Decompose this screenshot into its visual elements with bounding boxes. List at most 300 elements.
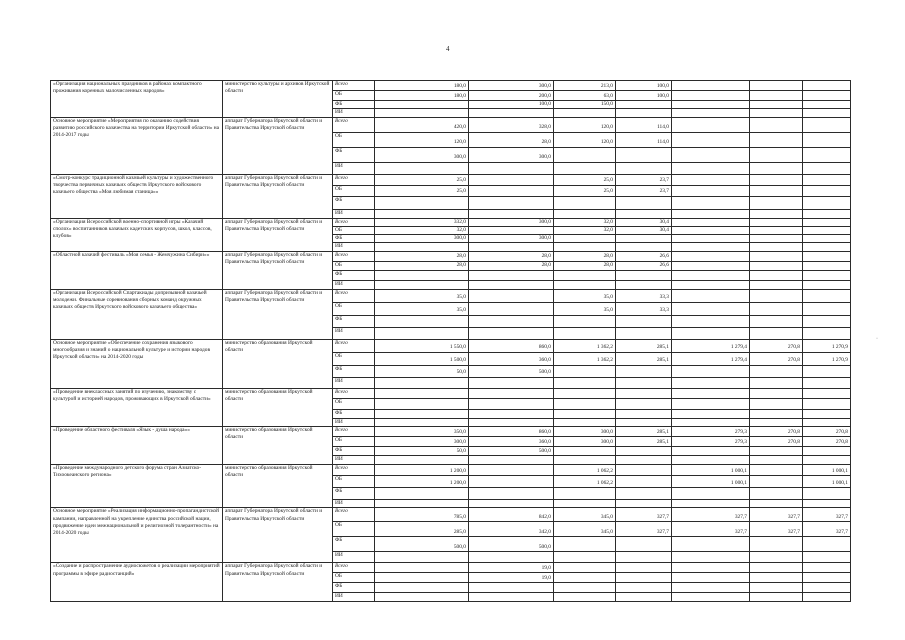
activity-name-cell: Основное мероприятие «Реализация информационно-пропагандистской кампании, направленной на укрепление единства российской нации, продвижение идеи межнациональной и религиозной толерантности» на 2014-2020 годы (51, 508, 223, 563)
executor-cell: аппарат Губернатора Иркутской области и Правительства Иркутской области (223, 563, 333, 602)
amount-cell (616, 377, 672, 388)
table-row (51, 388, 851, 398)
funding-source-cell: ИИ (333, 552, 375, 563)
amount-cell: 342,0 (469, 522, 554, 537)
amount-cell (469, 196, 554, 209)
amount-cell (803, 302, 851, 315)
amount-cell (672, 261, 750, 270)
amount-cell (750, 81, 803, 91)
amount-cell (803, 101, 851, 109)
amount-cell (750, 261, 803, 270)
amount-cell: 28,0 (554, 251, 616, 261)
amount-cell (469, 398, 554, 409)
amount-cell (750, 583, 803, 593)
amount-cell: 180,0 (375, 91, 469, 101)
table-row (51, 117, 851, 132)
amount-cell: 32,0 (375, 226, 469, 234)
amount-cell (469, 388, 554, 398)
amount-cell (469, 162, 554, 174)
amount-cell (469, 243, 554, 251)
amount-cell (672, 488, 750, 500)
activity-name-cell: «Проведение областного фестиваля «Язык - душа народа»» (51, 427, 223, 465)
amount-cell: 150,0 (554, 101, 616, 109)
amount-cell: 1 279,4 (672, 352, 750, 365)
funding-source-cell: Всего (333, 174, 375, 185)
funding-source-cell: ФБ (333, 365, 375, 377)
amount-cell (750, 500, 803, 508)
amount-cell (375, 418, 469, 426)
amount-cell: 345,0 (554, 508, 616, 522)
amount-cell (750, 593, 803, 602)
amount-cell (803, 552, 851, 563)
amount-cell (750, 488, 803, 500)
executor-cell: министерство культуры и архивов Иркутской области (223, 81, 333, 118)
amount-cell (554, 280, 616, 289)
funding-source-cell: ФБ (333, 315, 375, 327)
amount-cell (672, 251, 750, 261)
amount-cell (672, 218, 750, 226)
amount-cell (469, 552, 554, 563)
amount-cell (616, 488, 672, 500)
amount-cell: 120,0 (554, 117, 616, 132)
amount-cell: 327,7 (750, 508, 803, 522)
amount-cell (803, 174, 851, 185)
amount-cell (554, 409, 616, 418)
amount-cell (750, 280, 803, 289)
activity-name-cell: Основное мероприятие «Обеспечение сохранения языкового многообразия и знаний о национальной культуре и истории народов Иркутской области» на 2014-2020 годы (51, 339, 223, 388)
amount-cell: 300,0 (469, 235, 554, 243)
amount-cell (469, 476, 554, 488)
funding-source-cell: ОБ (333, 573, 375, 583)
amount-cell (672, 327, 750, 339)
amount-cell: 1 000,1 (803, 476, 851, 488)
amount-cell (803, 488, 851, 500)
table-row (51, 339, 851, 352)
amount-cell: 25,0 (554, 185, 616, 196)
amount-cell: 270,8 (750, 437, 803, 447)
amount-cell: 1 362,2 (554, 339, 616, 352)
amount-cell (672, 447, 750, 456)
amount-cell: 1 000,1 (672, 465, 750, 476)
amount-cell (375, 500, 469, 508)
amount-cell (616, 465, 672, 476)
amount-cell (672, 302, 750, 315)
amount-cell: 270,8 (750, 352, 803, 365)
amount-cell: 300,0 (554, 437, 616, 447)
amount-cell (803, 226, 851, 234)
amount-cell (554, 388, 616, 398)
amount-cell: 285,1 (616, 437, 672, 447)
amount-cell: 1 550,0 (375, 339, 469, 352)
amount-cell (554, 398, 616, 409)
funding-source-cell: ИИ (333, 327, 375, 339)
amount-cell (469, 500, 554, 508)
amount-cell: 300,0 (375, 437, 469, 447)
amount-cell (672, 132, 750, 147)
amount-cell (750, 209, 803, 218)
amount-cell (554, 243, 616, 251)
executor-cell: министерство образования Иркутской области (223, 388, 333, 426)
funding-source-cell: ФБ (333, 196, 375, 209)
amount-cell (554, 235, 616, 243)
amount-cell: 120,0 (375, 132, 469, 147)
amount-cell (616, 101, 672, 109)
amount-cell: 1 200,0 (375, 465, 469, 476)
funding-source-cell: ИИ (333, 456, 375, 465)
amount-cell (803, 418, 851, 426)
amount-cell (750, 109, 803, 117)
amount-cell (554, 500, 616, 508)
amount-cell (803, 270, 851, 280)
amount-cell: 345,0 (554, 522, 616, 537)
amount-cell: 350,0 (375, 427, 469, 437)
amount-cell: 420,0 (375, 117, 469, 132)
amount-cell (375, 488, 469, 500)
amount-cell (672, 226, 750, 234)
amount-cell (750, 243, 803, 251)
amount-cell (803, 456, 851, 465)
amount-cell (750, 289, 803, 302)
funding-source-cell: ИИ (333, 209, 375, 218)
amount-cell (750, 476, 803, 488)
funding-source-cell: ИИ (333, 162, 375, 174)
amount-cell (750, 537, 803, 552)
amount-cell (375, 270, 469, 280)
amount-cell: 19,0 (469, 573, 554, 583)
amount-cell: 1 000,1 (672, 476, 750, 488)
table-row (51, 563, 851, 573)
amount-cell (750, 196, 803, 209)
amount-cell (750, 377, 803, 388)
funding-source-cell: ФБ (333, 537, 375, 552)
amount-cell (672, 583, 750, 593)
activity-name-cell: Основное мероприятие «Мероприятия по оказанию содействия развитию российского казачества на территории Иркутской области» на 2014-2017 годы (51, 117, 223, 174)
funding-source-cell: ИИ (333, 418, 375, 426)
amount-cell (554, 583, 616, 593)
funding-source-cell: ФБ (333, 147, 375, 162)
amount-cell (375, 552, 469, 563)
funding-source-cell: Всего (333, 388, 375, 398)
amount-cell (616, 418, 672, 426)
amount-cell (803, 365, 851, 377)
amount-cell (469, 377, 554, 388)
amount-cell (616, 162, 672, 174)
amount-cell (469, 289, 554, 302)
amount-cell (750, 162, 803, 174)
funding-source-cell: ОБ (333, 132, 375, 147)
amount-cell (616, 270, 672, 280)
amount-cell: 33,3 (616, 302, 672, 315)
amount-cell: 1 062,2 (554, 465, 616, 476)
amount-cell (750, 327, 803, 339)
executor-cell: аппарат Губернатора Иркутской области и Правительства Иркутской области (223, 251, 333, 289)
amount-cell (616, 476, 672, 488)
amount-cell (672, 593, 750, 602)
amount-cell (469, 583, 554, 593)
amount-cell (750, 398, 803, 409)
amount-cell: 300,0 (375, 235, 469, 243)
amount-cell (803, 162, 851, 174)
amount-cell: 300,0 (469, 81, 554, 91)
funding-source-cell: ФБ (333, 583, 375, 593)
amount-cell: 285,1 (616, 427, 672, 437)
amount-cell (375, 583, 469, 593)
amount-cell (750, 218, 803, 226)
executor-cell: аппарат Губернатора Иркутской области и Правительства Иркутской области (223, 289, 333, 339)
amount-cell: 1 362,2 (554, 352, 616, 365)
amount-cell (554, 365, 616, 377)
amount-cell (803, 209, 851, 218)
activity-name-cell: «Проведение международного детского форума стран Азиатско-Тихоокеанского региона» (51, 465, 223, 508)
amount-cell: 500,0 (375, 537, 469, 552)
amount-cell: 300,0 (469, 147, 554, 162)
funding-source-cell: ИИ (333, 500, 375, 508)
amount-cell: 327,7 (616, 522, 672, 537)
amount-cell (469, 593, 554, 602)
funding-source-cell: ФБ (333, 409, 375, 418)
page-number: 4 (446, 45, 450, 53)
amount-cell: 500,0 (469, 447, 554, 456)
activity-name-cell: «Областной казачий фестиваль «Моя семья - Жемчужина Сибири»» (51, 251, 223, 289)
amount-cell (375, 377, 469, 388)
margin-mark: · (876, 336, 878, 342)
amount-cell (672, 209, 750, 218)
amount-cell: 35,0 (375, 302, 469, 315)
amount-cell (803, 109, 851, 117)
amount-cell (375, 593, 469, 602)
amount-cell (803, 398, 851, 409)
amount-cell (616, 327, 672, 339)
amount-cell (672, 315, 750, 327)
amount-cell: 300,0 (469, 218, 554, 226)
amount-cell (554, 196, 616, 209)
amount-cell: 1 062,2 (554, 476, 616, 488)
amount-cell (750, 573, 803, 583)
amount-cell (672, 388, 750, 398)
amount-cell: 1 500,0 (375, 352, 469, 365)
amount-cell (469, 488, 554, 500)
amount-cell: 500,0 (469, 365, 554, 377)
funding-source-cell: ОБ (333, 261, 375, 270)
amount-cell: 30,4 (616, 226, 672, 234)
funding-source-cell: ОБ (333, 352, 375, 365)
amount-cell: 180,0 (375, 81, 469, 91)
amount-cell: 332,0 (375, 218, 469, 226)
amount-cell (750, 418, 803, 426)
amount-cell (750, 388, 803, 398)
amount-cell (750, 147, 803, 162)
amount-cell (554, 447, 616, 456)
amount-cell: 1 200,0 (375, 476, 469, 488)
funding-source-cell: Всего (333, 251, 375, 261)
table-row (51, 174, 851, 185)
amount-cell (803, 327, 851, 339)
amount-cell (616, 209, 672, 218)
amount-cell (672, 109, 750, 117)
amount-cell (803, 289, 851, 302)
amount-cell: 33,3 (616, 289, 672, 302)
amount-cell (375, 196, 469, 209)
amount-cell (616, 280, 672, 289)
amount-cell (803, 117, 851, 132)
amount-cell (672, 196, 750, 209)
executor-cell: аппарат Губернатора Иркутской области и Правительства Иркутской области (223, 508, 333, 563)
activity-name-cell: «Смотр-конкурс традиционной казачьей культуры и художественного творчества первичных казачьих обществ Иркутского войскового казачьего общества «Моя любимая станица»» (51, 174, 223, 218)
funding-source-cell: Всего (333, 218, 375, 226)
amount-cell (672, 377, 750, 388)
amount-cell (750, 456, 803, 465)
amount-cell (469, 226, 554, 234)
amount-cell (616, 409, 672, 418)
amount-cell: 26,6 (616, 251, 672, 261)
funding-source-cell: ОБ (333, 91, 375, 101)
amount-cell: 285,1 (616, 339, 672, 352)
amount-cell (554, 327, 616, 339)
amount-cell (672, 563, 750, 573)
amount-cell (750, 365, 803, 377)
amount-cell (554, 270, 616, 280)
amount-cell: 200,0 (469, 91, 554, 101)
amount-cell (554, 147, 616, 162)
amount-cell: 23,7 (616, 174, 672, 185)
amount-cell (672, 174, 750, 185)
amount-cell: 100,0 (469, 101, 554, 109)
amount-cell (375, 398, 469, 409)
amount-cell (616, 147, 672, 162)
amount-cell (554, 563, 616, 573)
amount-cell (750, 235, 803, 243)
amount-cell (803, 261, 851, 270)
amount-cell (803, 377, 851, 388)
amount-cell (672, 280, 750, 289)
funding-source-cell: Всего (333, 508, 375, 522)
amount-cell (750, 302, 803, 315)
amount-cell (803, 315, 851, 327)
amount-cell: 25,0 (375, 185, 469, 196)
amount-cell: 50,0 (375, 365, 469, 377)
amount-cell (554, 456, 616, 465)
funding-source-cell: ОБ (333, 185, 375, 196)
amount-cell: 28,0 (375, 261, 469, 270)
amount-cell (803, 185, 851, 196)
amount-cell (803, 537, 851, 552)
amount-cell: 30,4 (616, 218, 672, 226)
executor-cell: министерство образования Иркутской области (223, 339, 333, 388)
amount-cell (750, 185, 803, 196)
executor-cell: министерство образования Иркутской области (223, 427, 333, 465)
amount-cell (616, 196, 672, 209)
amount-cell (469, 327, 554, 339)
funding-source-cell: ФБ (333, 270, 375, 280)
amount-cell (375, 109, 469, 117)
amount-cell (375, 162, 469, 174)
amount-cell (803, 409, 851, 418)
amount-cell: 1 279,4 (672, 339, 750, 352)
amount-cell (672, 117, 750, 132)
table-row (51, 218, 851, 226)
amount-cell (375, 209, 469, 218)
amount-cell (554, 488, 616, 500)
funding-source-cell: ИИ (333, 280, 375, 289)
amount-cell: 327,7 (803, 508, 851, 522)
executor-cell: аппарат Губернатора Иркутской области и Правительства Иркутской области (223, 174, 333, 218)
table-row (51, 81, 851, 91)
amount-cell: 500,0 (469, 537, 554, 552)
amount-cell (469, 270, 554, 280)
amount-cell (616, 315, 672, 327)
amount-cell (375, 280, 469, 289)
activity-name-cell: «Организация Всероссийской военно-спортивной игры «Казачий сполох» воспитанников казачьих кадетских корпусов, школ, классов, клубов» (51, 218, 223, 251)
amount-cell: 270,8 (803, 437, 851, 447)
amount-cell: 279,3 (672, 427, 750, 437)
amount-cell: 327,7 (616, 508, 672, 522)
executor-cell: аппарат Губернатора Иркутской области и Правительства Иркутской области (223, 218, 333, 251)
amount-cell: 270,8 (750, 339, 803, 352)
amount-cell (750, 447, 803, 456)
amount-cell: 25,0 (554, 174, 616, 185)
amount-cell (750, 174, 803, 185)
amount-cell (672, 81, 750, 91)
amount-cell: 28,0 (469, 251, 554, 261)
amount-cell (803, 196, 851, 209)
funding-source-cell: ИИ (333, 109, 375, 117)
funding-source-cell: Всего (333, 465, 375, 476)
amount-cell (672, 147, 750, 162)
table-row (51, 289, 851, 302)
amount-cell (375, 409, 469, 418)
amount-cell (469, 174, 554, 185)
amount-cell: 300,0 (375, 147, 469, 162)
amount-cell (375, 101, 469, 109)
amount-cell (616, 593, 672, 602)
amount-cell: 28,0 (469, 261, 554, 270)
funding-source-cell: Всего (333, 339, 375, 352)
amount-cell (554, 573, 616, 583)
amount-cell: 300,0 (554, 427, 616, 437)
amount-cell (554, 109, 616, 117)
amount-cell (672, 409, 750, 418)
amount-cell: 360,0 (469, 352, 554, 365)
amount-cell (672, 552, 750, 563)
amount-cell: 327,7 (672, 522, 750, 537)
amount-cell: 279,3 (672, 437, 750, 447)
amount-cell: 785,0 (375, 508, 469, 522)
amount-cell (750, 251, 803, 261)
amount-cell (803, 500, 851, 508)
funding-source-cell: ФБ (333, 235, 375, 243)
amount-cell: 270,8 (750, 427, 803, 437)
amount-cell (616, 447, 672, 456)
funding-source-cell: ИИ (333, 377, 375, 388)
amount-cell (672, 418, 750, 426)
amount-cell (672, 185, 750, 196)
amount-cell: 100,0 (616, 81, 672, 91)
amount-cell (375, 243, 469, 251)
amount-cell (672, 289, 750, 302)
funding-source-cell: Всего (333, 289, 375, 302)
amount-cell: 28,0 (554, 261, 616, 270)
amount-cell: 213,0 (554, 81, 616, 91)
funding-source-cell: Всего (333, 427, 375, 437)
amount-cell: 120,0 (554, 132, 616, 147)
amount-cell (750, 465, 803, 476)
table-row (51, 251, 851, 261)
table-row (51, 508, 851, 522)
amount-cell (616, 500, 672, 508)
amount-cell (616, 398, 672, 409)
amount-cell (469, 465, 554, 476)
amount-cell (672, 162, 750, 174)
